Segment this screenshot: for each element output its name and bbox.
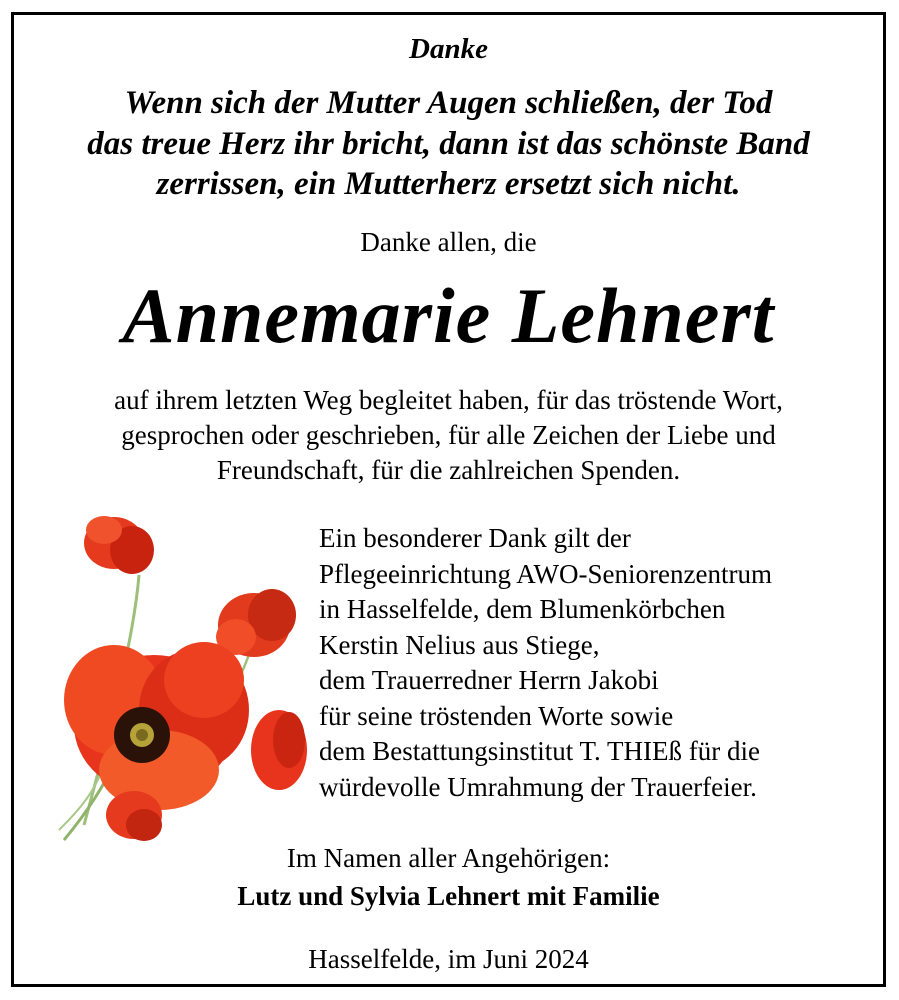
special-thanks-line: Ein besonderer Dank gilt der	[319, 523, 631, 553]
paragraph-line: Freundschaft, für die zahlreichen Spenden.	[216, 455, 681, 485]
intro-text: Danke allen, die	[360, 227, 537, 257]
thanks-paragraph	[14, 383, 883, 488]
special-thanks-line: Pflegeeinrichtung AWO-Seniorenzentrum	[319, 558, 772, 589]
poppy-flowers-image	[44, 495, 314, 845]
obituary-notice	[11, 12, 886, 987]
poem-line: zerrissen, ein Mutterherz ersetzt sich nicht.	[156, 166, 741, 202]
special-thanks-line: in Hasselfelde, dem Blumenkörbchen	[319, 594, 726, 624]
special-thanks-line: Kerstin Nelius aus Stiege,	[319, 629, 600, 660]
poem	[14, 83, 883, 205]
paragraph-line: auf ihrem letzten Weg begleitet haben, für das tröstende Wort,	[114, 385, 783, 415]
special-thanks-line: würdevolle Umrahmung der Trauerfeier.	[319, 771, 757, 802]
paragraph-line: gesprochen oder geschrieben, für alle Zeichen der Liebe und	[121, 420, 776, 450]
family-signature: Lutz und Sylvia Lehnert mit Familie	[237, 881, 660, 911]
on-behalf-text: Im Namen aller Angehörigen:	[286, 843, 611, 873]
special-thanks-line: dem Trauerredner Herrn Jakobi	[319, 665, 659, 695]
special-thanks-line: für seine tröstenden Worte sowie	[319, 700, 674, 731]
poem-line: Wenn sich der Mutter Augen schließen, der Tod	[124, 85, 773, 121]
poem-line: das treue Herz ihr bricht, dann ist das schönste Band	[87, 125, 810, 162]
deceased-name: Annemarie Lehnert	[122, 272, 775, 359]
place-date: Hasselfelde, im Juni 2024	[308, 944, 589, 974]
heading: Danke	[409, 33, 488, 65]
special-thanks	[319, 521, 772, 805]
special-thanks-line: dem Bestattungsinstitut T. THIEß für die	[319, 736, 760, 766]
